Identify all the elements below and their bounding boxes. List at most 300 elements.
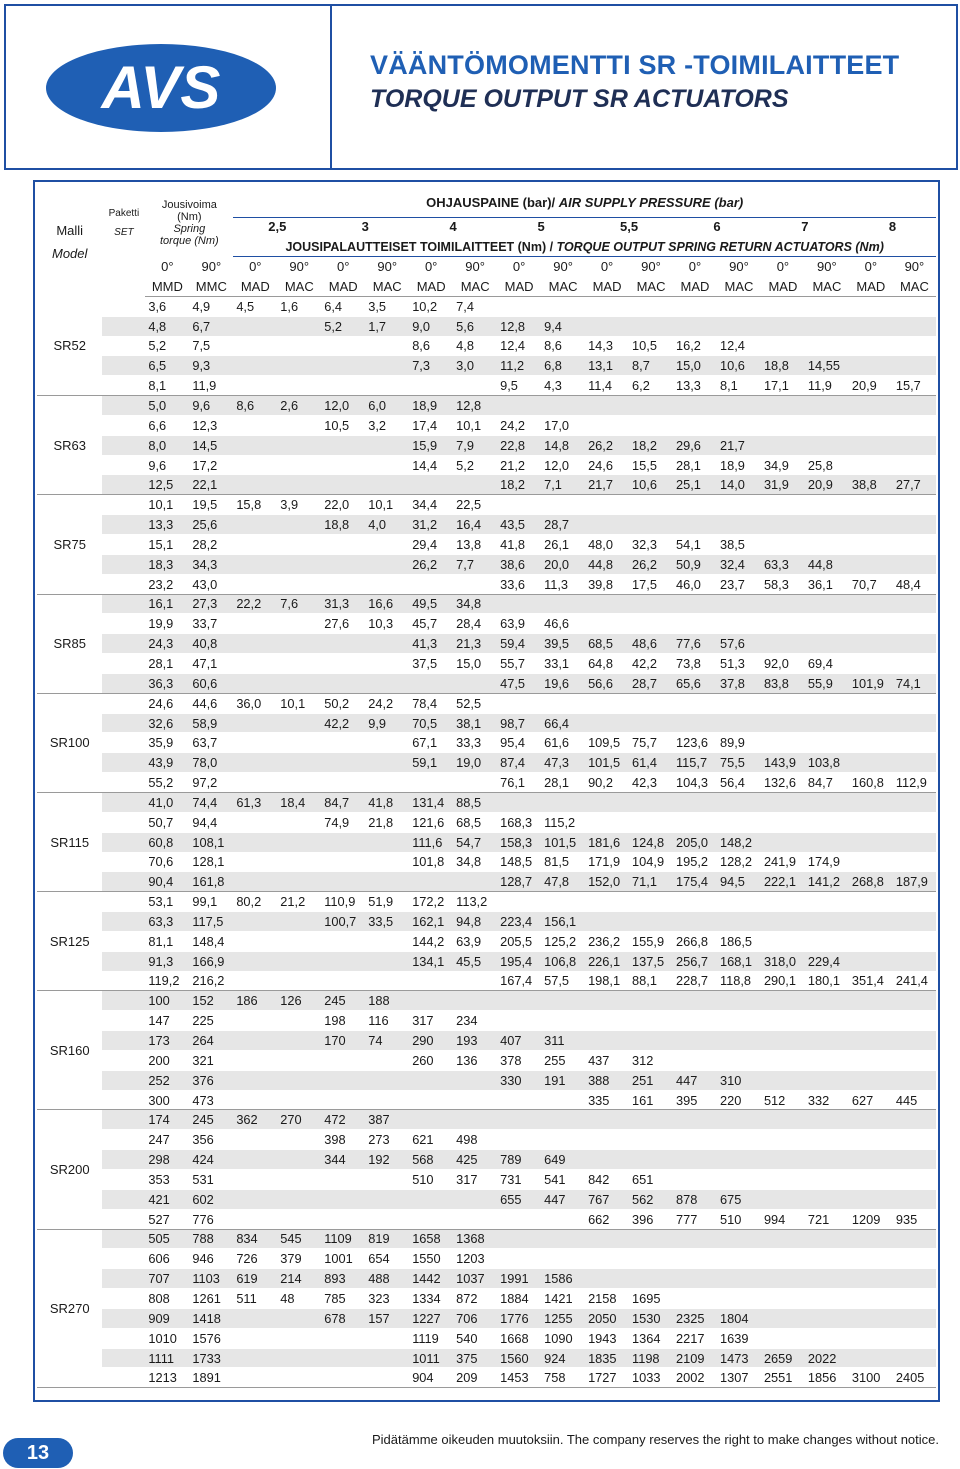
torque-value: 317 bbox=[409, 1011, 453, 1031]
torque-value: 74,9 bbox=[321, 812, 365, 832]
torque-value bbox=[849, 1348, 893, 1368]
torque-value bbox=[673, 991, 717, 1011]
torque-value: 11,2 bbox=[497, 356, 541, 376]
set-code bbox=[102, 753, 145, 773]
torque-value bbox=[717, 1110, 761, 1130]
torque-value: 100,7 bbox=[321, 912, 365, 932]
torque-value: 387 bbox=[365, 1110, 409, 1130]
torque-value: 88,1 bbox=[629, 971, 673, 991]
torque-value: 128,1 bbox=[189, 852, 233, 872]
torque-value bbox=[585, 316, 629, 336]
torque-value: 136 bbox=[453, 1050, 497, 1070]
torque-value: 3,6 bbox=[145, 296, 189, 316]
torque-value: 10,2 bbox=[409, 296, 453, 316]
torque-value bbox=[893, 554, 936, 574]
torque-value bbox=[805, 515, 849, 535]
torque-value: 148,5 bbox=[497, 852, 541, 872]
torque-value: 16,4 bbox=[453, 515, 497, 535]
set-code bbox=[102, 1011, 145, 1031]
torque-value: 23,2 bbox=[145, 574, 189, 594]
torque-value: 106,8 bbox=[541, 951, 585, 971]
torque-value bbox=[321, 376, 365, 396]
torque-value: 25,1 bbox=[673, 475, 717, 495]
model-name: SR160 bbox=[37, 991, 102, 1110]
code-12: MAD bbox=[673, 277, 717, 297]
torque-value: 41,3 bbox=[409, 634, 453, 654]
torque-value: 505 bbox=[145, 1229, 189, 1249]
torque-value: 104,3 bbox=[673, 773, 717, 793]
torque-value bbox=[761, 832, 805, 852]
torque-value bbox=[321, 931, 365, 951]
torque-value: 87,4 bbox=[497, 753, 541, 773]
table-row bbox=[37, 535, 936, 555]
torque-value: 63,3 bbox=[145, 912, 189, 932]
table-row bbox=[37, 852, 936, 872]
torque-value bbox=[365, 1189, 409, 1209]
torque-value bbox=[321, 753, 365, 773]
torque-value: 247 bbox=[145, 1130, 189, 1150]
code-4: MAD bbox=[321, 277, 365, 297]
torque-value: 17,1 bbox=[761, 376, 805, 396]
torque-value bbox=[717, 1249, 761, 1269]
torque-value: 627 bbox=[849, 1090, 893, 1110]
torque-value: 90,4 bbox=[145, 872, 189, 892]
torque-value: 330 bbox=[497, 1070, 541, 1090]
torque-value: 662 bbox=[585, 1209, 629, 1229]
torque-value: 53,1 bbox=[145, 892, 189, 912]
torque-value: 14,4 bbox=[409, 455, 453, 475]
torque-value bbox=[409, 1209, 453, 1229]
torque-value: 424 bbox=[189, 1150, 233, 1170]
torque-value: 84,7 bbox=[805, 773, 849, 793]
torque-value: 109,5 bbox=[585, 733, 629, 753]
output-header bbox=[233, 237, 936, 257]
torque-value bbox=[585, 1031, 629, 1051]
code-15: MAC bbox=[805, 277, 849, 297]
torque-value bbox=[233, 1189, 277, 1209]
torque-value: 245 bbox=[321, 991, 365, 1011]
page-title-fi: VÄÄNTÖMOMENTTI SR -TOIMILAITTEET bbox=[370, 50, 900, 80]
torque-value: 531 bbox=[189, 1170, 233, 1190]
torque-value bbox=[453, 991, 497, 1011]
torque-value bbox=[497, 1090, 541, 1110]
torque-value bbox=[805, 1328, 849, 1348]
torque-value: 1453 bbox=[497, 1368, 541, 1388]
table-row bbox=[37, 812, 936, 832]
torque-value: 545 bbox=[277, 1229, 321, 1249]
torque-value: 4,3 bbox=[541, 376, 585, 396]
torque-value: 58,3 bbox=[761, 574, 805, 594]
torque-value: 180,1 bbox=[805, 971, 849, 991]
torque-value bbox=[277, 1031, 321, 1051]
torque-value bbox=[893, 832, 936, 852]
torque-value: 8,1 bbox=[717, 376, 761, 396]
torque-value: 22,0 bbox=[321, 495, 365, 515]
torque-value bbox=[277, 773, 321, 793]
torque-value bbox=[805, 792, 849, 812]
torque-value: 69,4 bbox=[805, 654, 849, 674]
torque-value: 1001 bbox=[321, 1249, 365, 1269]
torque-value: 91,3 bbox=[145, 951, 189, 971]
torque-value: 68,5 bbox=[453, 812, 497, 832]
torque-value bbox=[321, 971, 365, 991]
torque-value: 57,5 bbox=[541, 971, 585, 991]
torque-value: 1109 bbox=[321, 1229, 365, 1249]
torque-value: 789 bbox=[497, 1150, 541, 1170]
torque-value: 166,9 bbox=[189, 951, 233, 971]
torque-value bbox=[629, 713, 673, 733]
torque-value bbox=[233, 634, 277, 654]
torque-value bbox=[321, 654, 365, 674]
table-row bbox=[37, 1070, 936, 1090]
torque-value: 8,1 bbox=[145, 376, 189, 396]
torque-value bbox=[585, 892, 629, 912]
torque-value: 421 bbox=[145, 1189, 189, 1209]
torque-value: 396 bbox=[629, 1209, 673, 1229]
torque-value bbox=[761, 931, 805, 951]
torque-value bbox=[893, 495, 936, 515]
torque-value: 191 bbox=[541, 1070, 585, 1090]
torque-value: 819 bbox=[365, 1229, 409, 1249]
torque-value: 34,8 bbox=[453, 852, 497, 872]
set-code bbox=[102, 356, 145, 376]
torque-value: 527 bbox=[145, 1209, 189, 1229]
code-3: MAC bbox=[277, 277, 321, 297]
torque-value: 187,9 bbox=[893, 872, 936, 892]
code-1: MMC bbox=[189, 277, 233, 297]
torque-value: 678 bbox=[321, 1308, 365, 1328]
torque-value: 35,9 bbox=[145, 733, 189, 753]
torque-value bbox=[321, 733, 365, 753]
torque-value bbox=[497, 792, 541, 812]
angle-2: 0° bbox=[233, 257, 277, 277]
set-code bbox=[102, 1130, 145, 1150]
code-16: MAD bbox=[849, 277, 893, 297]
torque-value: 8,0 bbox=[145, 435, 189, 455]
torque-value bbox=[409, 673, 453, 693]
torque-value bbox=[453, 376, 497, 396]
set-code bbox=[102, 892, 145, 912]
torque-value bbox=[629, 812, 673, 832]
torque-value bbox=[541, 396, 585, 416]
torque-value: 43,0 bbox=[189, 574, 233, 594]
angle-spacer bbox=[102, 257, 145, 277]
table-row bbox=[37, 574, 936, 594]
torque-value bbox=[233, 535, 277, 555]
torque-value bbox=[893, 614, 936, 634]
torque-value: 61,3 bbox=[233, 792, 277, 812]
torque-value: 31,2 bbox=[409, 515, 453, 535]
torque-value bbox=[321, 356, 365, 376]
table-row bbox=[37, 1209, 936, 1229]
torque-value bbox=[365, 872, 409, 892]
torque-value: 63,3 bbox=[761, 554, 805, 574]
torque-value: 15,7 bbox=[893, 376, 936, 396]
torque-value: 234 bbox=[453, 1011, 497, 1031]
torque-value bbox=[233, 1011, 277, 1031]
set-code bbox=[102, 1348, 145, 1368]
set-code bbox=[102, 1170, 145, 1190]
torque-value: 268,8 bbox=[849, 872, 893, 892]
torque-value bbox=[233, 673, 277, 693]
torque-value bbox=[541, 792, 585, 812]
set-code bbox=[102, 693, 145, 713]
angle-9: 90° bbox=[541, 257, 585, 277]
torque-value: 29,4 bbox=[409, 535, 453, 555]
torque-value: 80,2 bbox=[233, 892, 277, 912]
torque-value bbox=[717, 495, 761, 515]
torque-value bbox=[321, 634, 365, 654]
table-row bbox=[37, 554, 936, 574]
torque-value bbox=[233, 872, 277, 892]
torque-value: 61,6 bbox=[541, 733, 585, 753]
torque-value bbox=[365, 634, 409, 654]
torque-value bbox=[673, 1249, 717, 1269]
torque-value bbox=[849, 1328, 893, 1348]
torque-value: 158,3 bbox=[497, 832, 541, 852]
table-row bbox=[37, 376, 936, 396]
torque-value: 70,5 bbox=[409, 713, 453, 733]
torque-value bbox=[321, 1090, 365, 1110]
model-name: SR125 bbox=[37, 892, 102, 991]
torque-value bbox=[849, 753, 893, 773]
torque-value bbox=[717, 1130, 761, 1150]
torque-value: 1255 bbox=[541, 1308, 585, 1328]
torque-value: 205,5 bbox=[497, 931, 541, 951]
torque-value bbox=[849, 713, 893, 733]
torque-value: 95,4 bbox=[497, 733, 541, 753]
torque-value: 73,8 bbox=[673, 654, 717, 674]
table-row bbox=[37, 455, 936, 475]
pressure-2: 4 bbox=[409, 217, 497, 237]
torque-value bbox=[717, 1170, 761, 1190]
torque-value: 834 bbox=[233, 1229, 277, 1249]
torque-value: 131,4 bbox=[409, 792, 453, 812]
model-name: SR100 bbox=[37, 693, 102, 792]
torque-value bbox=[629, 316, 673, 336]
code-row bbox=[37, 277, 936, 297]
torque-value: 20,9 bbox=[805, 475, 849, 495]
torque-value: 56,4 bbox=[717, 773, 761, 793]
torque-value: 108,1 bbox=[189, 832, 233, 852]
torque-value bbox=[321, 1170, 365, 1190]
torque-value bbox=[409, 1110, 453, 1130]
torque-value: 33,3 bbox=[453, 733, 497, 753]
torque-value: 17,2 bbox=[189, 455, 233, 475]
torque-value: 1368 bbox=[453, 1229, 497, 1249]
torque-value: 18,9 bbox=[717, 455, 761, 475]
torque-value bbox=[585, 1249, 629, 1269]
torque-value bbox=[365, 971, 409, 991]
torque-value bbox=[453, 475, 497, 495]
torque-value bbox=[805, 396, 849, 416]
torque-value: 50,7 bbox=[145, 812, 189, 832]
torque-value: 19,0 bbox=[453, 753, 497, 773]
torque-value bbox=[849, 435, 893, 455]
torque-value bbox=[233, 812, 277, 832]
torque-value: 2002 bbox=[673, 1368, 717, 1388]
torque-value bbox=[717, 415, 761, 435]
torque-value: 290,1 bbox=[761, 971, 805, 991]
set-code bbox=[102, 1031, 145, 1051]
torque-value: 376 bbox=[189, 1070, 233, 1090]
torque-value: 654 bbox=[365, 1249, 409, 1269]
torque-value: 649 bbox=[541, 1150, 585, 1170]
torque-value: 447 bbox=[673, 1070, 717, 1090]
torque-value: 2659 bbox=[761, 1348, 805, 1368]
torque-value: 245 bbox=[189, 1110, 233, 1130]
torque-value bbox=[453, 1209, 497, 1229]
torque-value bbox=[365, 773, 409, 793]
torque-value: 323 bbox=[365, 1289, 409, 1309]
torque-value bbox=[233, 435, 277, 455]
torque-value: 785 bbox=[321, 1289, 365, 1309]
torque-value bbox=[849, 951, 893, 971]
torque-value bbox=[277, 753, 321, 773]
table-row bbox=[37, 1189, 936, 1209]
model-header-en: Model bbox=[52, 246, 88, 262]
torque-value bbox=[277, 614, 321, 634]
table-row bbox=[37, 1368, 936, 1388]
table-row bbox=[37, 475, 936, 495]
torque-value: 23,7 bbox=[717, 574, 761, 594]
torque-value bbox=[761, 1170, 805, 1190]
torque-value: 55,9 bbox=[805, 673, 849, 693]
torque-value bbox=[585, 1110, 629, 1130]
torque-value: 1560 bbox=[497, 1348, 541, 1368]
torque-value: 128,2 bbox=[717, 852, 761, 872]
torque-value: 935 bbox=[893, 1209, 936, 1229]
torque-value: 1203 bbox=[453, 1249, 497, 1269]
torque-value bbox=[233, 912, 277, 932]
torque-value: 188 bbox=[365, 991, 409, 1011]
torque-value bbox=[629, 614, 673, 634]
torque-value: 162,1 bbox=[409, 912, 453, 932]
torque-value: 1,6 bbox=[277, 296, 321, 316]
torque-value bbox=[321, 852, 365, 872]
torque-value: 125,2 bbox=[541, 931, 585, 951]
torque-value: 48,0 bbox=[585, 535, 629, 555]
torque-value: 3,9 bbox=[277, 495, 321, 515]
torque-value: 1856 bbox=[805, 1368, 849, 1388]
torque-value: 8,6 bbox=[409, 336, 453, 356]
torque-value bbox=[629, 693, 673, 713]
torque-value bbox=[805, 733, 849, 753]
torque-value: 2,6 bbox=[277, 396, 321, 416]
torque-value: 134,1 bbox=[409, 951, 453, 971]
code-9: MAC bbox=[541, 277, 585, 297]
code-6: MAD bbox=[409, 277, 453, 297]
torque-value bbox=[893, 515, 936, 535]
torque-value bbox=[233, 654, 277, 674]
torque-value: 68,5 bbox=[585, 634, 629, 654]
torque-value bbox=[849, 832, 893, 852]
torque-value bbox=[849, 991, 893, 1011]
torque-value: 1421 bbox=[541, 1289, 585, 1309]
torque-value bbox=[761, 515, 805, 535]
torque-value: 28,2 bbox=[189, 535, 233, 555]
torque-value bbox=[805, 912, 849, 932]
set-code bbox=[102, 713, 145, 733]
torque-value: 707 bbox=[145, 1269, 189, 1289]
torque-value bbox=[893, 396, 936, 416]
torque-value: 18,9 bbox=[409, 396, 453, 416]
torque-value: 2325 bbox=[673, 1308, 717, 1328]
torque-value: 39,8 bbox=[585, 574, 629, 594]
torque-value bbox=[321, 1348, 365, 1368]
torque-value: 10,1 bbox=[365, 495, 409, 515]
torque-value: 2405 bbox=[893, 1368, 936, 1388]
torque-value bbox=[321, 673, 365, 693]
torque-value bbox=[277, 931, 321, 951]
torque-value: 167,4 bbox=[497, 971, 541, 991]
torque-value: 186,5 bbox=[717, 931, 761, 951]
torque-value bbox=[365, 1368, 409, 1388]
torque-value bbox=[585, 713, 629, 733]
torque-value bbox=[277, 455, 321, 475]
avs-logo bbox=[44, 42, 278, 134]
torque-value: 101,8 bbox=[409, 852, 453, 872]
torque-value bbox=[761, 535, 805, 555]
set-code bbox=[102, 554, 145, 574]
torque-value: 767 bbox=[585, 1189, 629, 1209]
torque-value bbox=[585, 1229, 629, 1249]
torque-value bbox=[629, 892, 673, 912]
torque-value: 171,9 bbox=[585, 852, 629, 872]
torque-value bbox=[321, 435, 365, 455]
torque-value bbox=[893, 594, 936, 614]
torque-value bbox=[541, 594, 585, 614]
torque-value: 10,3 bbox=[365, 614, 409, 634]
torque-value bbox=[849, 1150, 893, 1170]
torque-value: 14,8 bbox=[541, 435, 585, 455]
torque-value: 4,5 bbox=[233, 296, 277, 316]
table-row bbox=[37, 1090, 936, 1110]
torque-value bbox=[849, 1130, 893, 1150]
torque-value: 173 bbox=[145, 1031, 189, 1051]
angle-6: 0° bbox=[409, 257, 453, 277]
torque-value: 124,8 bbox=[629, 832, 673, 852]
torque-value bbox=[277, 356, 321, 376]
torque-value: 255 bbox=[541, 1050, 585, 1070]
set-header bbox=[102, 189, 145, 257]
torque-value bbox=[409, 991, 453, 1011]
torque-value: 60,8 bbox=[145, 832, 189, 852]
torque-value: 10,1 bbox=[145, 495, 189, 515]
torque-value: 10,6 bbox=[629, 475, 673, 495]
torque-value bbox=[893, 455, 936, 475]
torque-value: 351,4 bbox=[849, 971, 893, 991]
torque-value: 5,2 bbox=[145, 336, 189, 356]
torque-value: 540 bbox=[453, 1328, 497, 1348]
torque-value bbox=[893, 951, 936, 971]
torque-value bbox=[365, 475, 409, 495]
torque-value: 24,3 bbox=[145, 634, 189, 654]
torque-value bbox=[849, 415, 893, 435]
torque-value bbox=[497, 892, 541, 912]
torque-value: 19,9 bbox=[145, 614, 189, 634]
torque-value: 143,9 bbox=[761, 753, 805, 773]
torque-value: 12,5 bbox=[145, 475, 189, 495]
torque-value: 776 bbox=[189, 1209, 233, 1229]
table-row bbox=[37, 296, 936, 316]
torque-value bbox=[277, 971, 321, 991]
torque-value bbox=[761, 1110, 805, 1130]
torque-value: 17,4 bbox=[409, 415, 453, 435]
torque-value: 878 bbox=[673, 1189, 717, 1209]
spring-header-unit: (Nm) bbox=[177, 210, 202, 223]
torque-value bbox=[717, 614, 761, 634]
